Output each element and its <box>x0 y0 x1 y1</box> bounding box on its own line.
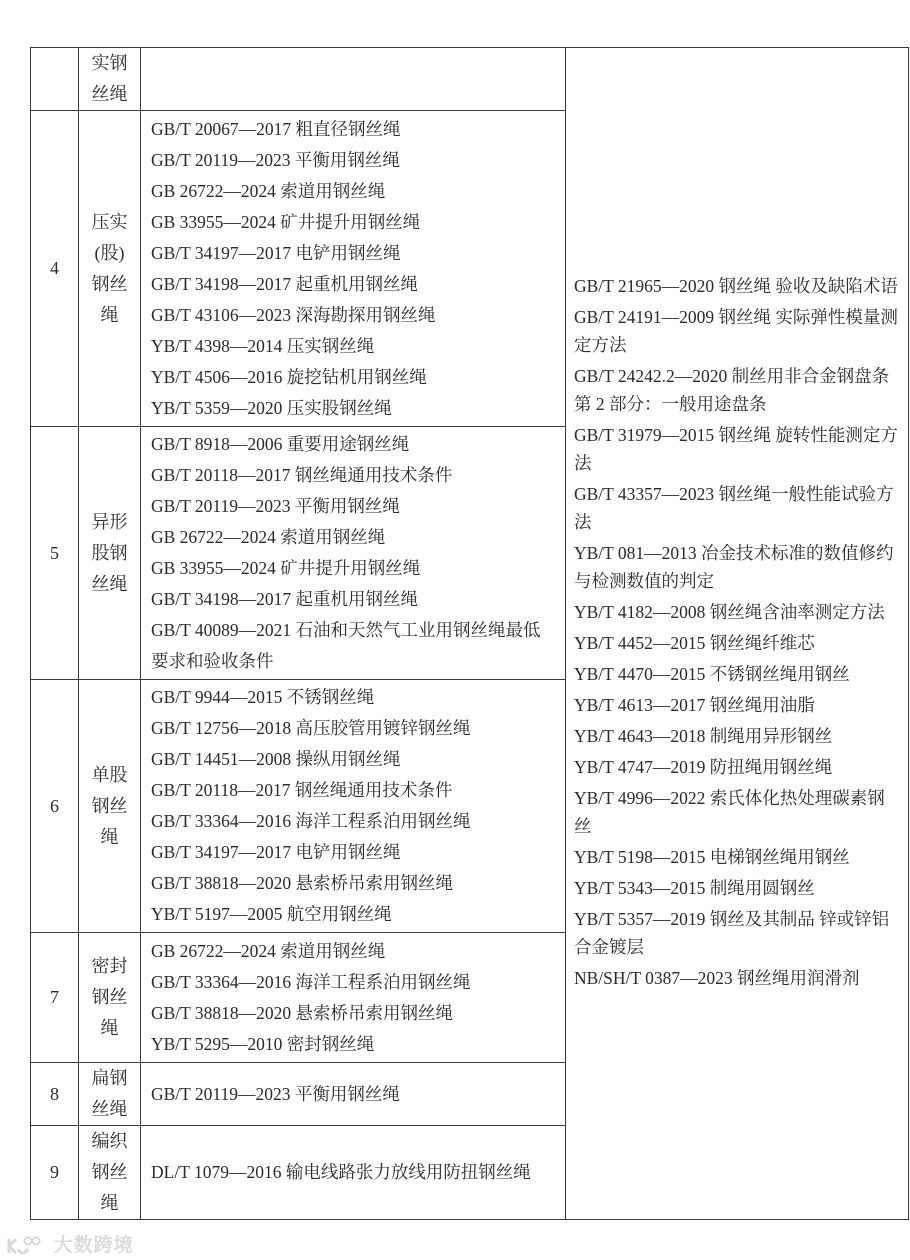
reference-standard: GB/T 24242.2—2020 制丝用非合金钢盘条 第 2 部分：一般用途盘条 <box>574 366 890 414</box>
standard-item: GB 33955—2024 矿井提升用钢丝绳 <box>151 558 421 578</box>
standard-item: GB/T 20118—2017 钢丝绳通用技术条件 <box>151 780 453 800</box>
rope-type-line: 单股 <box>91 764 128 785</box>
watermark <box>6 1230 134 1257</box>
standard-item: GB/T 20119—2023 平衡用钢丝绳 <box>151 1083 400 1104</box>
standards-table <box>30 47 909 1220</box>
table-row <box>31 48 909 111</box>
standard-item: YB/T 5295—2010 密封钢丝绳 <box>151 1033 375 1054</box>
reference-standard: YB/T 4182—2008 钢丝绳含油率测定方法 <box>574 602 885 622</box>
rope-type-line: 丝绳 <box>91 573 128 594</box>
standard-item: GB/T 20067—2017 粗直径钢丝绳 <box>151 118 401 139</box>
row-number: 8 <box>31 1063 79 1126</box>
standard-item: YB/T 5359—2020 压实股钢丝绳 <box>151 397 392 418</box>
product-standards <box>141 427 566 680</box>
standard-item: GB 26722—2024 索道用钢丝绳 <box>151 180 386 201</box>
rope-type-line: 实钢 <box>91 53 128 73</box>
standard-item: GB/T 33364—2016 海洋工程系泊用钢丝绳 <box>151 811 471 831</box>
reference-standard: GB/T 43357—2023 钢丝绳一般性能试验方法 <box>574 484 894 532</box>
rope-type-line: 丝绳 <box>91 1099 128 1119</box>
standard-item: GB/T 34197—2017 电铲用钢丝绳 <box>151 242 401 263</box>
product-standards <box>141 933 566 1063</box>
rope-type-line: 扁钢 <box>91 1068 128 1088</box>
standard-item: GB 26722—2024 索道用钢丝绳 <box>151 940 386 961</box>
row-number <box>31 48 79 111</box>
rope-type <box>79 933 141 1063</box>
standard-item: YB/T 4506—2016 旋挖钻机用钢丝绳 <box>151 366 427 387</box>
rope-type <box>79 48 141 111</box>
rope-type <box>79 1063 141 1126</box>
reference-standard: YB/T 4996—2022 索氏体化热处理碳素钢丝 <box>574 788 885 836</box>
rope-type-line: 压实 <box>91 211 128 232</box>
rope-type <box>79 111 141 427</box>
reference-standard: YB/T 4613—2017 钢丝绳用油脂 <box>574 695 815 715</box>
reference-standard: GB/T 21965—2020 钢丝绳 验收及缺陷术语 <box>574 276 898 296</box>
standard-item: GB/T 40089—2021 石油和天然气工业用钢丝绳最低要求和验收条件 <box>151 620 541 671</box>
product-standards <box>141 111 566 427</box>
reference-standard: YB/T 4452—2015 钢丝绳纤维芯 <box>574 633 815 653</box>
reference-standard: YB/T 4470—2015 不锈钢丝绳用钢丝 <box>574 664 850 684</box>
reference-standard: YB/T 5343—2015 制绳用圆钢丝 <box>574 878 815 898</box>
rope-type-line: 钢丝 <box>91 987 128 1007</box>
rope-type-line: 密封 <box>91 956 128 976</box>
product-standards <box>141 48 566 111</box>
row-number: 4 <box>31 111 79 427</box>
row-number: 7 <box>31 933 79 1063</box>
reference-standard: NB/SH/T 0387—2023 钢丝绳用润滑剂 <box>574 968 860 988</box>
standard-item: GB 26722—2024 索道用钢丝绳 <box>151 527 386 547</box>
reference-standard: YB/T 4643—2018 制绳用异形钢丝 <box>574 726 833 746</box>
brand-logo-icon <box>6 1235 42 1257</box>
rope-type-line: 股钢 <box>91 542 128 563</box>
row-number: 6 <box>31 680 79 933</box>
standard-item: DL/T 1079—2016 输电线路张力放线用防扭钢丝绳 <box>151 1162 531 1182</box>
standard-item: GB/T 43106—2023 深海勘探用钢丝绳 <box>151 304 436 325</box>
standard-item: GB 33955—2024 矿井提升用钢丝绳 <box>151 211 421 232</box>
standard-item: GB/T 8918—2006 重要用途钢丝绳 <box>151 434 410 454</box>
reference-standard: YB/T 5198—2015 电梯钢丝绳用钢丝 <box>574 847 850 867</box>
standard-item: GB/T 38818—2020 悬索桥吊索用钢丝绳 <box>151 873 454 893</box>
standard-item: YB/T 5197—2005 航空用钢丝绳 <box>151 904 392 924</box>
standard-item: GB/T 12756—2018 高压胶管用镀锌钢丝绳 <box>151 718 471 738</box>
rope-type-line: 编织 <box>91 1131 128 1151</box>
standard-item: GB/T 34198—2017 起重机用钢丝绳 <box>151 589 419 609</box>
reference-standard: GB/T 31979—2015 钢丝绳 旋转性能测定方法 <box>574 425 898 473</box>
product-standards <box>141 1126 566 1220</box>
row-number: 5 <box>31 427 79 680</box>
product-standards <box>141 1063 566 1126</box>
product-standards <box>141 680 566 933</box>
standard-item: GB/T 9944—2015 不锈钢丝绳 <box>151 687 375 707</box>
standard-item: GB/T 20119—2023 平衡用钢丝绳 <box>151 496 400 516</box>
rope-type <box>79 427 141 680</box>
rope-type-line: (股) <box>94 242 125 263</box>
standard-item: GB/T 34197—2017 电铲用钢丝绳 <box>151 842 401 862</box>
rope-type <box>79 1126 141 1220</box>
rope-type-line: 绳 <box>100 1193 119 1213</box>
rope-type-line: 丝绳 <box>91 84 128 104</box>
rope-type-line: 钢丝 <box>91 795 128 816</box>
standard-item: GB/T 33364—2016 海洋工程系泊用钢丝绳 <box>151 971 471 992</box>
rope-type-line: 绳 <box>100 304 119 325</box>
rope-type-line: 钢丝 <box>91 1162 128 1182</box>
rope-type-line: 绳 <box>100 1018 119 1038</box>
rope-type <box>79 680 141 933</box>
reference-standard: YB/T 5357—2019 钢丝及其制品 锌或锌铝合金镀层 <box>574 909 890 957</box>
common-reference-standards <box>566 48 909 1220</box>
standard-item: YB/T 4398—2014 压实钢丝绳 <box>151 335 375 356</box>
standard-item: GB/T 38818—2020 悬索桥吊索用钢丝绳 <box>151 1002 454 1023</box>
rope-type-line: 异形 <box>91 511 128 532</box>
standard-item: GB/T 20118—2017 钢丝绳通用技术条件 <box>151 465 453 485</box>
watermark-text: 大数跨境 <box>53 1234 134 1256</box>
reference-standard: YB/T 4747—2019 防扭绳用钢丝绳 <box>574 757 833 777</box>
rope-type-line: 绳 <box>100 826 119 847</box>
reference-standard: GB/T 24191—2009 钢丝绳 实际弹性模量测定方法 <box>574 307 898 355</box>
standard-item: GB/T 20119—2023 平衡用钢丝绳 <box>151 149 400 170</box>
row-number: 9 <box>31 1126 79 1220</box>
reference-standard: YB/T 081—2013 冶金技术标准的数值修约与检测数值的判定 <box>574 543 894 591</box>
rope-type-line: 钢丝 <box>91 273 128 294</box>
standard-item: GB/T 14451—2008 操纵用钢丝绳 <box>151 749 401 769</box>
standard-item: GB/T 34198—2017 起重机用钢丝绳 <box>151 273 419 294</box>
